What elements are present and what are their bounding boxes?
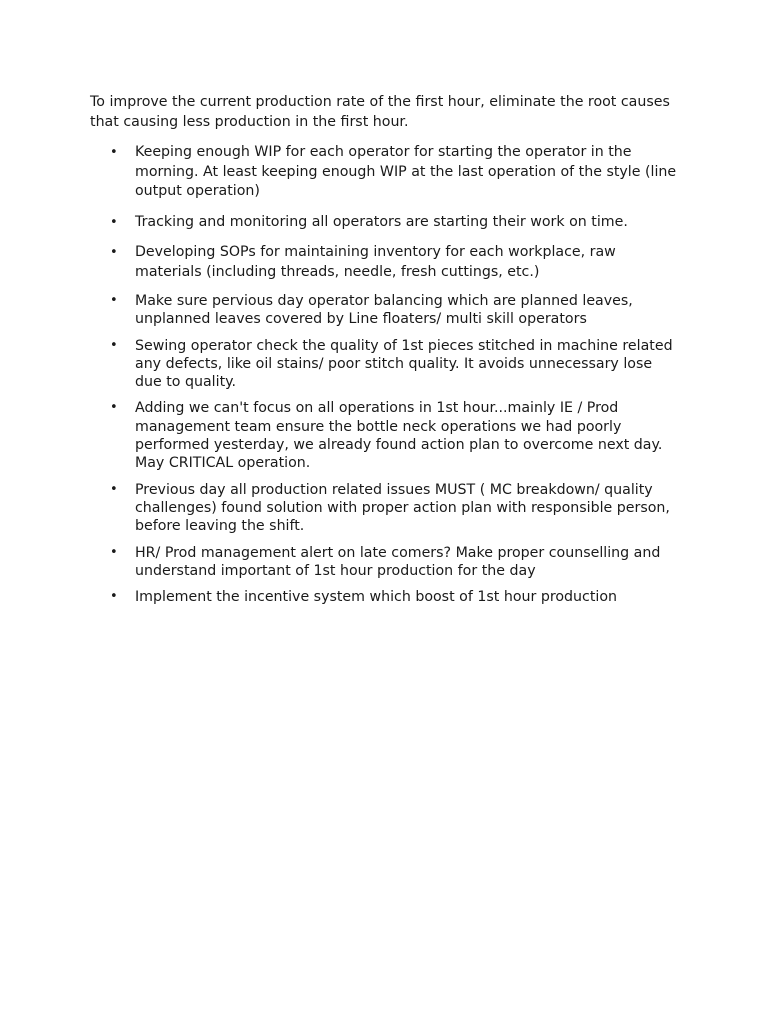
bullet-text: HR/ Prod management alert on late comers? Make proper counselling and understand important of 1st hour production for the day: [135, 544, 661, 579]
bullet-text: Previous day all production related issues MUST ( MC breakdown/ quality challenges) found solution with proper action plan with responsible person, before leaving the shift.: [135, 481, 670, 535]
bullet-item: [90, 243, 680, 282]
bullet-icon: •: [110, 589, 118, 605]
bullet-text: Developing SOPs for maintaining inventory for each workplace, raw materials (including threads, needle, fresh cuttings, etc.): [135, 244, 616, 280]
bullet-item: [90, 399, 680, 472]
document-body: [90, 92, 680, 606]
bullet-item: [90, 337, 680, 392]
bullet-item: [90, 213, 680, 233]
bullet-text: Sewing operator check the quality of 1st pieces stitched in machine related any defects, like oil stains/ poor stitch quality. It avoids unnecessary lose due to quality.: [135, 337, 673, 391]
bullet-item: [90, 481, 680, 536]
bullet-icon: •: [110, 337, 118, 353]
bullet-icon: •: [110, 214, 118, 230]
bullet-item: [90, 588, 680, 606]
bullet-text: Keeping enough WIP for each operator for starting the operator in the morning. At least keeping enough WIP at the last operation of the style (line output operation): [135, 144, 677, 199]
bullet-list: [90, 292, 680, 606]
bullet-item: [90, 143, 680, 202]
bullet-icon: •: [110, 400, 118, 416]
bullet-text: Implement the incentive system which boost of 1st hour production: [135, 589, 618, 606]
bullet-icon: •: [110, 544, 118, 560]
bullet-text: Adding we can't focus on all operations in 1st hour...mainly IE / Prod management team ensure the bottle neck operations we had poorly performed yesterday, we already found action plan to overcome next day. May CRITICAL operation.: [135, 400, 663, 472]
bullet-list: [90, 143, 680, 282]
intro-paragraph: To improve the current production rate of the first hour, eliminate the root causes that causing less production in the first hour.: [90, 94, 670, 130]
bullet-text: Make sure pervious day operator balancing which are planned leaves, unplanned leaves covered by Line floaters/ multi skill operators: [135, 293, 633, 328]
bullet-text: Tracking and monitoring all operators are starting their work on time.: [135, 213, 628, 230]
bullet-item: [90, 544, 680, 581]
bullet-icon: •: [110, 245, 118, 260]
bullet-icon: •: [110, 481, 118, 497]
bullet-icon: •: [110, 293, 118, 308]
bullet-icon: •: [110, 145, 118, 160]
bullet-item: [90, 292, 680, 329]
